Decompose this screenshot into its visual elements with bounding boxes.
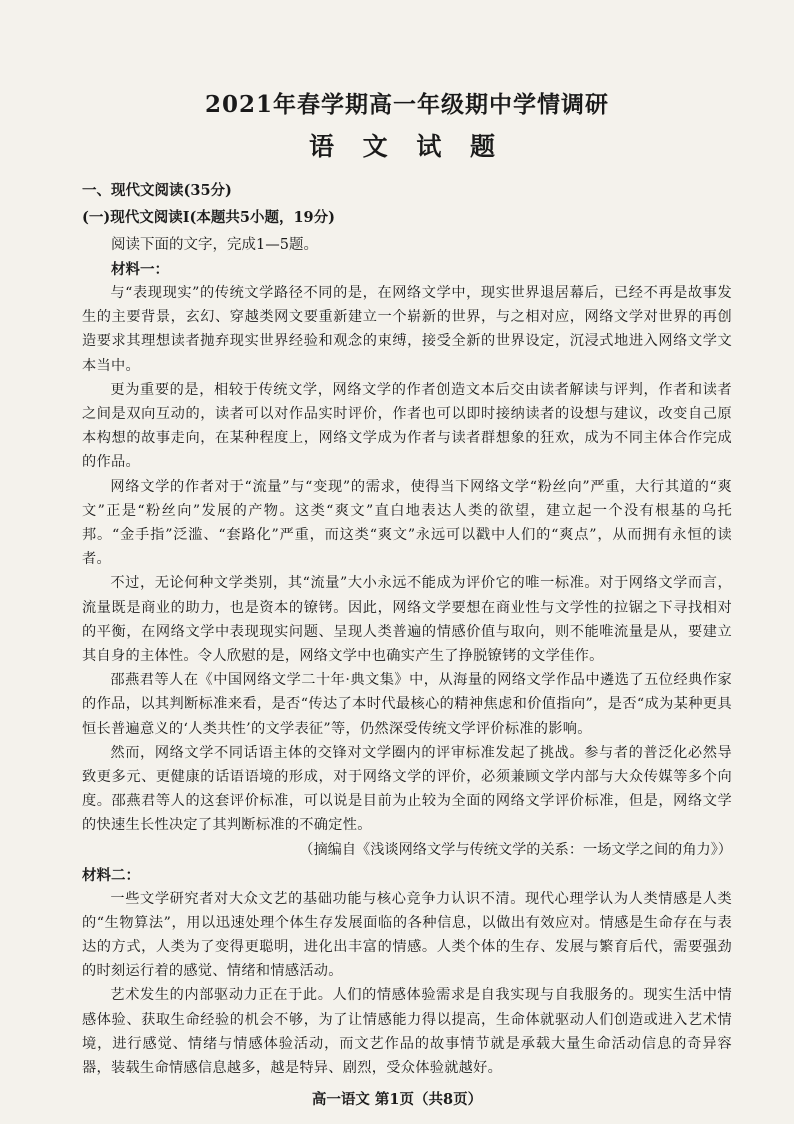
material2-paragraph: 艺术发生的内部驱动力正在于此。人们的情感体验需求是自我实现与自我服务的。现实生活中情感体验、获取生命经验的机会不够，为了让情感能力得以提高，生命体就驱动人们创造或进入艺术情境，进行感觉、情绪与情感体验活动，而文艺作品的故事情节就是承载大量生命活动信息的奇异容器，装载生命情感信息越多，越是特异、剧烈，受众体验就越好。 xyxy=(82,987,732,1077)
section-heading: 一、现代文阅读(35分) xyxy=(82,182,232,199)
material1-body xyxy=(82,281,732,838)
material1-paragraph: 不过，无论何种文学类别，其“流量”大小永远不能成为评价它的唯一标准。对于网络文学而言，流量既是商业的助力，也是资本的镣铐。因此，网络文学要想在商业性与文学性的拉锯之下寻找相对的平衡，在网络文学中表现现实问题、呈现人类普遍的情感价值与取向，则不能唯流量是从，要建立其自身的主体性。令人欣慰的是，网络文学中也确实产生了挣脱镣铐的文学佳作。 xyxy=(82,575,732,665)
exam-title: 2021年春学期高一年级期中学情调研 xyxy=(204,91,609,118)
material1-source: （摘编自《浅谈网络文学与传统文学的关系：一场文学之间的角力》） xyxy=(299,841,732,858)
material2-paragraph: 一些文学研究者对大众文艺的基础功能与核心竞争力认识不清。现代心理学认为人类情感是人类的“生物算法”，用以迅速处理个体生存发展面临的各种信息，以做出有效应对。情感是生命存在与表达的方式，人类为了变得更聪明，进化出丰富的情感。人类个体的生存、发展与繁育后代，需要强劲的时刻运行着的感觉、情绪和情感活动。 xyxy=(82,890,732,980)
material2-label: 材料二： xyxy=(82,866,140,884)
reading-instruction: 阅读下面的文字，完成1—5题。 xyxy=(111,237,318,253)
material1-paragraph: 更为重要的是，相较于传统文学，网络文学的作者创造文本后交由读者解读与评判，作者和读者之间是双向互动的，读者可以对作品实时评价，作者也可以即时接纳读者的设想与建议，改变自己原本构想的故事走向，在某种程度上，网络文学成为作者与读者群想象的狂欢，成为不同主体合作完成的作品。 xyxy=(82,381,732,471)
material1-paragraph: 网络文学的作者对于“流量”与“变现”的需求，使得当下网络文学“粉丝向”严重，大行其道的“爽文”正是“粉丝向”发展的产物。这类“爽文”直白地表达人类的欲望，建立起一个没有根基的乌托邦。“金手指”泛滥、“套路化”严重，而这类“爽文”永远可以戳中人们的“爽点”，从而拥有永恒的读者。 xyxy=(82,478,732,568)
material1-paragraph: 邵燕君等人在《中国网络文学二十年·典文集》中，从海量的网络文学作品中遴选了五位经典作家的作品，以其判断标准来看，是否“传达了本时代最核心的精神焦虑和价值指向”，是否“成为某种更具恒长普遍意义的‘人类共性’的文学表征”等，仍然深受传统文学评价标准的影响。 xyxy=(82,672,732,737)
material1-paragraph: 与“表现现实”的传统文学路径不同的是，在网络文学中，现实世界退居幕后，已经不再是故事发生的主要背景，玄幻、穿越类网文要重新建立一个崭新的世界，与之相对应，网络文学对世界的再创造要求其理想读者抛弃现实世界经验和观念的束缚，接受全新的世界设定，沉浸式地进入网络文学文本当中。 xyxy=(82,285,732,374)
material1-paragraph: 然而，网络文学不同话语主体的交锋对文学圈内的评审标准发起了挑战。参与者的普泛化必然导致更多元、更健康的话语语境的形成，对于网络文学的评价，必须兼顾文学内部与大众传媒等多个向度。邵燕君等人的这套评价标准，可以说是目前为止较为全面的网络文学评价标准，但是，网络文学的快速生长性决定了其判断标准的不确定性。 xyxy=(82,744,732,834)
subsection-heading: (一)现代文阅读I(本题共5小题，19分) xyxy=(82,209,335,226)
page-footer: 高一语文 第1页（共8页） xyxy=(311,1091,483,1108)
material2-body xyxy=(82,887,732,1081)
material1-label: 材料一： xyxy=(111,261,169,278)
exam-subtitle: 语 文 试 题 xyxy=(308,132,506,161)
